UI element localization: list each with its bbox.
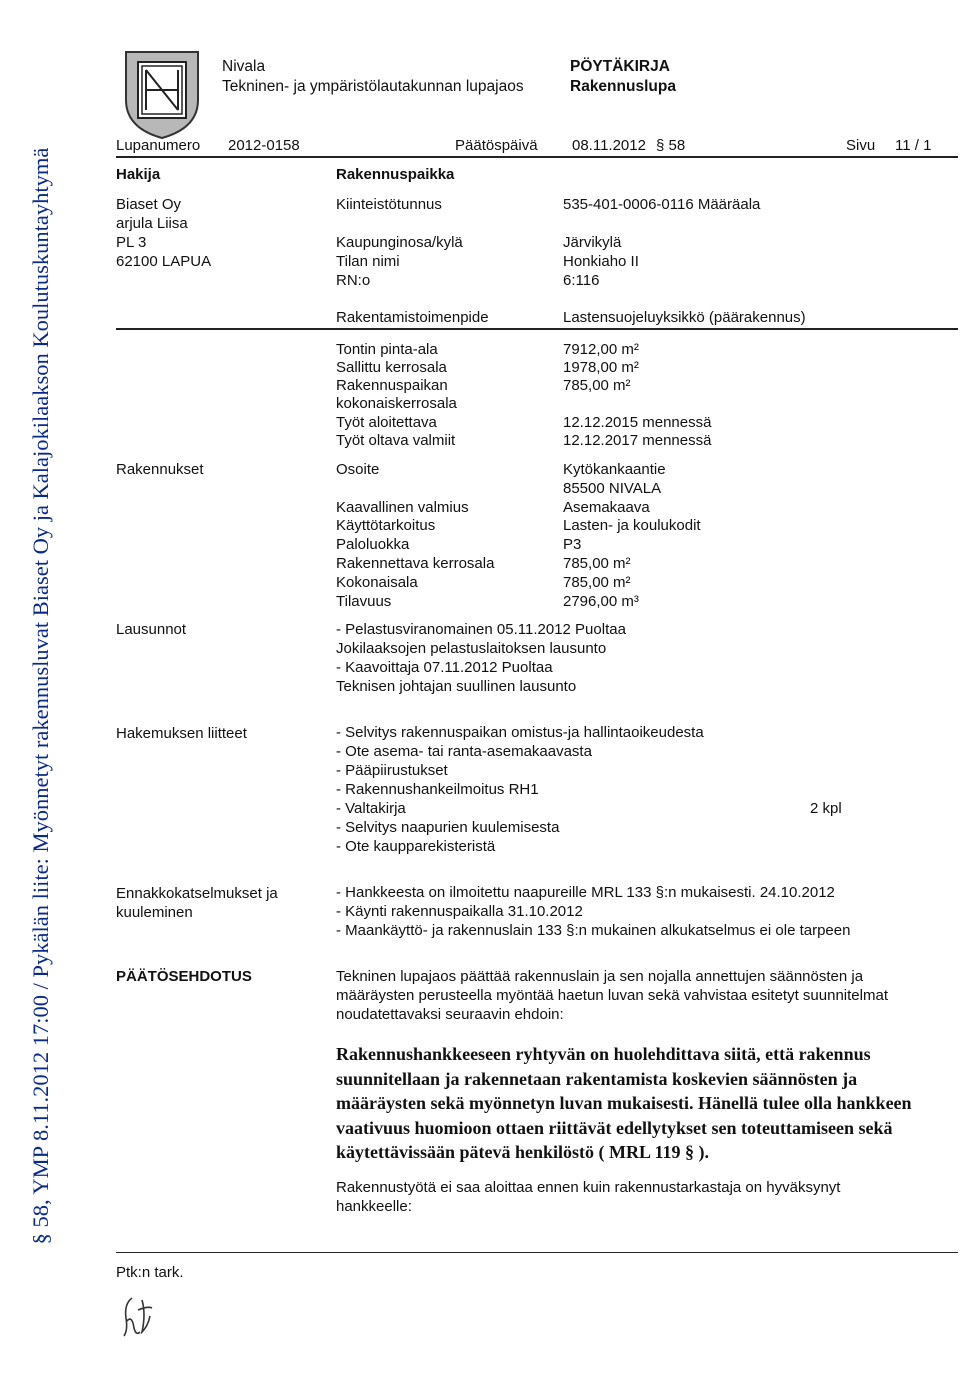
- applicant-heading: Hakija: [116, 166, 161, 183]
- decision-text: määräysten perusteella myöntää haetun luvan sekä vahvistaa esitetyt suunnitelmat: [336, 987, 888, 1004]
- building-value: Asemakaava: [563, 499, 650, 516]
- building-value: P3: [563, 536, 582, 553]
- page-number: 11 / 1: [895, 137, 932, 154]
- applicant-postal: 62100 LAPUA: [116, 253, 212, 270]
- prehearing-item: - Maankäyttö- ja rakennuslain 133 §:n mukainen alkukatselmus ei ole tarpeen: [336, 922, 851, 939]
- header-divider: [116, 156, 958, 158]
- decision-final-text: Rakennustyötä ei saa aloittaa ennen kuin rakennustarkastaja on hyväksynyt: [336, 1179, 841, 1196]
- statement-line: - Pelastusviranomainen 05.11.2012 Puoltaa: [336, 621, 626, 638]
- footer-divider: [116, 1252, 958, 1253]
- address-label: Osoite: [336, 461, 380, 478]
- statement-line: Jokilaaksojen pelastuslaitoksen lausunto: [336, 640, 607, 657]
- page-label: Sivu: [846, 137, 876, 154]
- permit-number-label: Lupanumero: [116, 137, 201, 154]
- registry-number-label: RN:o: [336, 272, 371, 289]
- village-value: Järvikylä: [563, 234, 622, 251]
- village-label: Kaupunginosa/kylä: [336, 234, 463, 251]
- estate-name-value: Honkiaho II: [563, 253, 639, 270]
- area-label: Rakennuspaikan: [336, 377, 448, 394]
- building-label: Rakennettava kerrosala: [336, 555, 495, 572]
- building-label: Kokonaisala: [336, 574, 418, 591]
- building-label: Tilavuus: [336, 593, 392, 610]
- document-subtype: Rakennuslupa: [570, 78, 676, 95]
- prehearing-item: - Käynti rakennuspaikalla 31.10.2012: [336, 903, 583, 920]
- site-divider: [116, 328, 958, 330]
- attachment-item: - Pääpiirustukset: [336, 762, 448, 779]
- coat-of-arms-icon: [122, 48, 202, 140]
- municipality-name: Nivala: [222, 58, 266, 75]
- decision-text: Tekninen lupajaos päättää rakennuslain ja sen nojalla annettujen säännösten ja: [336, 968, 864, 985]
- building-value: Lasten- ja koulukodit: [563, 517, 701, 534]
- address-street: Kytökankaantie: [563, 461, 666, 478]
- board-name: Tekninen- ja ympäristölautakunnan lupajaos: [222, 78, 524, 95]
- statement-line: Teknisen johtajan suullinen lausunto: [336, 678, 577, 695]
- prehearing-item: - Hankkeesta on ilmoitettu naapureille MRL 133 §:n mukaisesti. 24.10.2012: [336, 884, 835, 901]
- area-label: Työt aloitettava: [336, 414, 437, 431]
- area-value: 12.12.2017 mennessä: [563, 432, 712, 449]
- area-label: Tontin pinta-ala: [336, 341, 438, 358]
- decision-heading: PÄÄTÖSEHDOTUS: [116, 968, 252, 985]
- area-value: 12.12.2015 mennessä: [563, 414, 712, 431]
- building-value: 785,00 m²: [563, 574, 631, 591]
- permit-number: 2012-0158: [228, 137, 300, 154]
- document-type: PÖYTÄKIRJA: [570, 58, 670, 75]
- building-value: 785,00 m²: [563, 555, 631, 572]
- attachment-item: - Selvitys naapurien kuulemisesta: [336, 819, 560, 836]
- applicant-address: PL 3: [116, 234, 147, 251]
- attachment-item: - Ote asema- tai ranta-asemakaavasta: [336, 743, 592, 760]
- sidebar-strip: [6, 0, 53, 1386]
- area-label: Työt oltava valmiit: [336, 432, 456, 449]
- initials-signature-icon: [118, 1292, 158, 1340]
- building-value: 2796,00 m³: [563, 593, 639, 610]
- site-heading: Rakennuspaikka: [336, 166, 455, 183]
- building-label: Kaavallinen valmius: [336, 499, 469, 516]
- construction-action-label: Rakentamistoimenpide: [336, 309, 489, 326]
- decision-text: noudatettavaksi seuraavin ehdoin:: [336, 1006, 564, 1023]
- decision-date-label: Päätöspäivä: [455, 137, 538, 154]
- area-value: 7912,00 m²: [563, 341, 639, 358]
- construction-action-value: Lastensuojeluyksikkö (päärakennus): [563, 309, 806, 326]
- property-id-label: Kiinteistötunnus: [336, 196, 442, 213]
- property-id-value: 535-401-0006-0116 Määräala: [563, 196, 761, 213]
- attachments-heading: Hakemuksen liitteet: [116, 725, 247, 742]
- attachment-item: - Ote kaupparekisteristä: [336, 838, 496, 855]
- area-label: kokonaiskerrosala: [336, 395, 457, 412]
- statement-line: - Kaavoittaja 07.11.2012 Puoltaa: [336, 659, 553, 676]
- attachment-count: 2 kpl: [810, 800, 842, 817]
- area-value: 785,00 m²: [563, 377, 631, 394]
- decision-condition: Rakennushankkeeseen ryhtyvän on huolehdittava siitä, että rakennus suunnitellaan ja rakennetaan rakentamista koskevien säännösten ja määräysten sekä myönnetyn luvan mukaisesti. Hänellä tulee olla hankkeen vaativuus huomioon ottaen riittävät edellytykset sen toteuttamiseen sekä käytettävissään pätevä henkilöstö ( MRL 119 § ).: [336, 1044, 912, 1162]
- building-label: Paloluokka: [336, 536, 410, 553]
- estate-name-label: Tilan nimi: [336, 253, 400, 270]
- prehearings-heading-cont: kuuleminen: [116, 904, 193, 921]
- decision-date: 08.11.2012: [572, 137, 646, 154]
- decision-final-text: hankkeelle:: [336, 1198, 412, 1215]
- sidebar-attachment-caption: § 58, YMP 8.11.2012 17:00 / Pykälän liite: Myönnetyt rakennusluvat Biaset Oy ja Kalajokilaakson Koulutuskuntayhtymä: [28, 147, 53, 1245]
- applicant-name: Biaset Oy: [116, 196, 182, 213]
- building-label: Käyttötarkoitus: [336, 517, 436, 534]
- applicant-contact: arjula Liisa: [116, 215, 188, 232]
- prehearings-heading: Ennakkokatselmukset ja: [116, 885, 278, 902]
- attachment-item: - Selvitys rakennuspaikan omistus-ja hallintaoikeudesta: [336, 724, 704, 741]
- statements-heading: Lausunnot: [116, 621, 187, 638]
- minutes-check-label: Ptk:n tark.: [116, 1264, 184, 1281]
- area-label: Sallittu kerrosala: [336, 359, 447, 376]
- address-postal: 85500 NIVALA: [563, 480, 662, 497]
- section-number: § 58: [656, 137, 686, 154]
- registry-number-value: 6:116: [563, 272, 600, 289]
- attachment-item: - Rakennushankeilmoitus RH1: [336, 781, 539, 798]
- area-value: 1978,00 m²: [563, 359, 639, 376]
- buildings-heading: Rakennukset: [116, 461, 204, 478]
- attachment-item: - Valtakirja: [336, 800, 406, 817]
